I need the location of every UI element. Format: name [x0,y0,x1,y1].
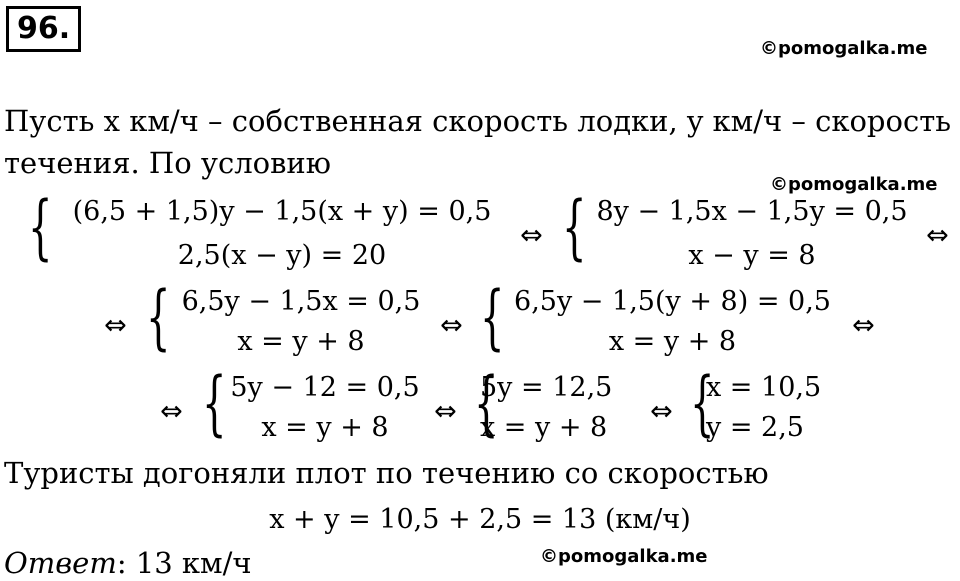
system-brace: { [474,362,499,444]
equivalence-symbol: ⇔ [926,220,949,251]
system-3-eq-2: x = y + 8 [237,326,365,357]
watermark: ©pomogalka.me [540,546,708,567]
system-7-eq-1: x = 10,5 [706,372,822,403]
intro-line-1: Пусть x км/ч – собственная скорость лодки, y км/ч – скорость [4,104,952,138]
system-7-eq-2: y = 2,5 [706,412,804,443]
system-2-eq-1: 8y − 1,5x − 1,5y = 0,5 [596,196,908,227]
answer-value: : 13 км/ч [116,546,252,580]
system-5-eq-1: 5y − 12 = 0,5 [230,372,420,403]
watermark: ©pomogalka.me [770,174,938,195]
system-brace: { [146,276,171,358]
problem-number: 96. [6,6,81,52]
intro-line-2: течения. По условию [4,146,331,180]
system-1-eq-2: 2,5(x − y) = 20 [177,240,387,271]
system-4-eq-1: 6,5y − 1,5(y + 8) = 0,5 [514,286,831,317]
watermark: ©pomogalka.me [760,38,928,59]
answer-line [4,546,252,580]
system-4-eq-2: x = y + 8 [608,326,737,357]
equivalence-symbol: ⇔ [650,396,673,427]
equivalence-symbol: ⇔ [852,310,875,341]
equivalence-symbol: ⇔ [160,396,183,427]
system-6-eq-2: x = y + 8 [480,412,608,443]
system-brace: { [480,276,505,358]
equivalence-symbol: ⇔ [440,310,463,341]
system-brace: { [28,186,53,268]
answer-label: Ответ [4,546,117,580]
equivalence-symbol: ⇔ [104,310,127,341]
sum-equation: x + y = 10,5 + 2,5 = 13 (км/ч) [269,504,691,535]
equivalence-symbol: ⇔ [434,396,457,427]
equivalence-symbol: ⇔ [520,220,543,251]
system-2-eq-2: x − y = 8 [688,240,816,271]
system-3-eq-1: 6,5y − 1,5x = 0,5 [181,286,421,317]
system-brace: { [690,362,715,444]
system-1-eq-1: (6,5 + 1,5)y − 1,5(x + y) = 0,5 [72,196,492,227]
system-brace: { [562,186,587,268]
system-brace: { [202,362,227,444]
tourists-line: Туристы догоняли плот по течению со скоростью [4,456,769,490]
system-6-eq-1: 5y = 12,5 [480,372,613,403]
system-5-eq-2: x = y + 8 [261,412,389,443]
